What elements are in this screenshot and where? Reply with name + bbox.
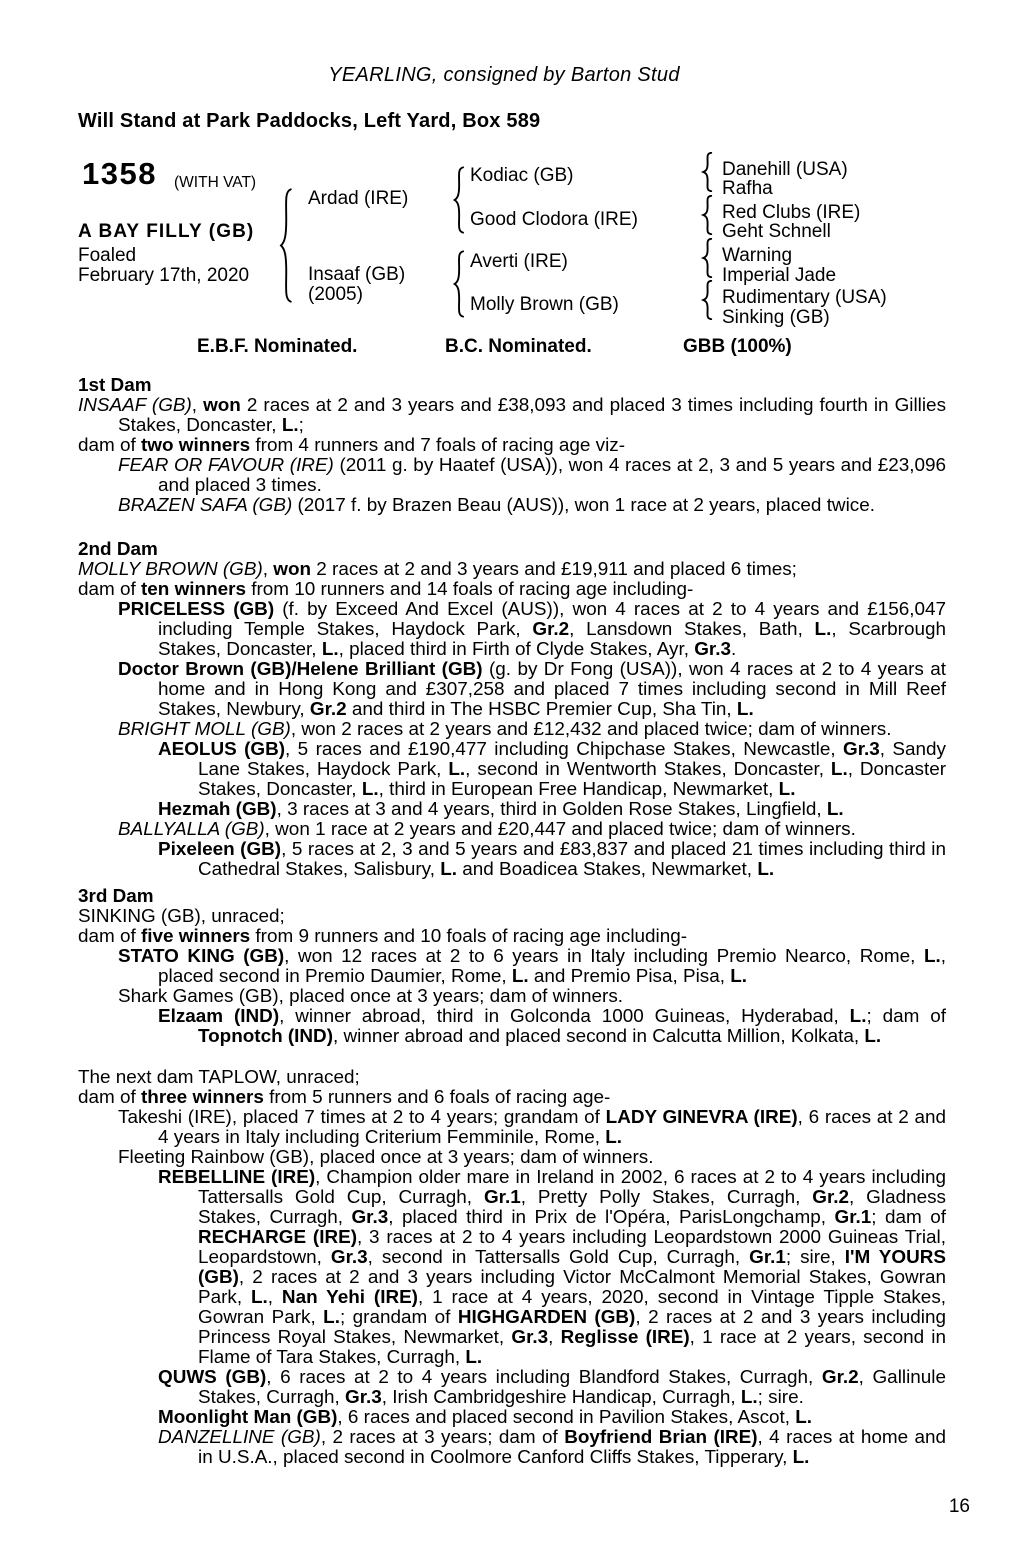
text-segment: ; xyxy=(298,415,304,436)
text-segment: , winner abroad, third in Golconda 1000 Guineas, Hyderabad, xyxy=(279,1006,850,1027)
text-segment: LADY GINEVRA (IRE) xyxy=(605,1107,798,1128)
catalog-paragraph xyxy=(78,1408,946,1428)
text-segment: and Premio Pisa, Pisa, xyxy=(528,966,731,987)
text-segment: , Gallinule Stakes, Curragh, xyxy=(198,1367,946,1408)
pedigree-section xyxy=(78,540,946,880)
text-segment: L. xyxy=(361,779,379,800)
text-segment: , third in European Free Handicap, Newmarket, xyxy=(378,779,779,800)
catalog-paragraph xyxy=(78,580,946,600)
text-segment: , 1 race at 2 years, second in Flame of Tara Stakes, Curragh, xyxy=(198,1327,947,1368)
brace-icon xyxy=(278,187,293,304)
text-segment: Boyfriend Brian (IRE) xyxy=(564,1427,758,1448)
text-segment: L. xyxy=(321,639,339,660)
text-segment: L. xyxy=(795,1407,813,1428)
text-segment: ten winners xyxy=(141,579,246,600)
text-segment: L. xyxy=(849,1006,867,1027)
text-segment: L. xyxy=(826,799,844,820)
text-segment: PRICELESS (GB) xyxy=(118,599,275,620)
text-segment: , xyxy=(267,1287,282,1308)
text-segment: SINKING (GB), unraced; xyxy=(78,906,285,927)
text-segment: FEAR OR FAVOUR (IRE) xyxy=(118,455,334,476)
catalog-paragraph xyxy=(78,1428,946,1468)
text-segment: BRAZEN SAFA (GB) xyxy=(118,495,293,516)
text-segment: , Gladness Stakes, Curragh, xyxy=(198,1187,946,1228)
text-segment: , 6 races at 2 and 4 years in Italy including Criterium Femminile, Rome, xyxy=(158,1107,946,1148)
pedigree-section xyxy=(78,887,946,1047)
brace-icon xyxy=(701,152,713,192)
text-segment: Gr.2 xyxy=(532,619,570,640)
text-segment: , Sandy Lane Stakes, Haydock Park, xyxy=(198,739,946,780)
text-segment: L. xyxy=(757,859,775,880)
text-segment: L. xyxy=(792,1447,810,1468)
catalog-paragraph xyxy=(78,820,946,840)
text-segment: , placed second in Premio Daumier, Rome, xyxy=(158,946,946,987)
text-segment: ; sire, xyxy=(785,1247,845,1268)
text-segment: ; dam of xyxy=(871,1207,947,1228)
text-segment: Gr.1 xyxy=(483,1187,521,1208)
section-heading: 1st Dam xyxy=(78,375,152,396)
text-segment: Topnotch (IND) xyxy=(198,1026,333,1047)
text-segment: Gr.3 xyxy=(511,1327,549,1348)
text-segment: , Pretty Polly Stakes, Curragh, xyxy=(520,1187,813,1208)
text-segment: , Lansdown Stakes, Bath, xyxy=(569,619,815,640)
catalog-paragraph xyxy=(78,927,946,947)
text-segment: , xyxy=(548,1327,561,1348)
text-segment: Nan Yehi (IRE) xyxy=(281,1287,418,1308)
text-segment: AEOLUS (GB) xyxy=(158,739,286,760)
text-segment: , won 1 race at 2 years and £20,447 and placed twice; dam of winners. xyxy=(264,819,856,840)
text-segment: two winners xyxy=(141,435,251,456)
catalog-paragraph xyxy=(78,800,946,820)
pedigree-gen3-name: Red Clubs (IRE) xyxy=(722,202,861,223)
text-segment: and third in The HSBC Premier Cup, Sha Tin, xyxy=(346,699,737,720)
text-segment: Reglisse (IRE) xyxy=(560,1327,690,1348)
stand-location: Will Stand at Park Paddocks, Left Yard, Box 589 xyxy=(78,110,541,132)
pedigree-gen3-name: Rafha xyxy=(722,178,773,199)
section-heading: 3rd Dam xyxy=(78,886,154,907)
bc-nomination: B.C. Nominated. xyxy=(445,336,592,357)
text-segment: , Doncaster Stakes, Doncaster, xyxy=(198,759,947,800)
text-segment: L. xyxy=(448,759,466,780)
text-segment: three winners xyxy=(141,1087,264,1108)
text-segment: dam of xyxy=(78,435,141,456)
text-segment: L. xyxy=(864,1026,882,1047)
text-segment: Shark Games (GB), placed once at 3 years; dam of winners. xyxy=(118,986,624,1007)
text-segment: L. xyxy=(605,1127,623,1148)
text-segment: Gr.3 xyxy=(330,1247,368,1268)
text-segment: Hezmah (GB) xyxy=(158,799,277,820)
text-segment: BRIGHT MOLL (GB) xyxy=(118,719,291,740)
text-segment: , 4 races at home and in U.S.A., placed second in Coolmore Canford Cliffs Stakes, Tipperary, xyxy=(198,1427,946,1468)
text-segment: from 4 runners and 7 foals of racing age viz- xyxy=(250,435,626,456)
pedigree-dam: Insaaf (GB) xyxy=(308,264,406,285)
text-segment: , Irish Cambridgeshire Handicap, Curragh, xyxy=(381,1387,741,1408)
text-segment: won xyxy=(203,395,241,416)
text-segment: Gr.1 xyxy=(749,1247,786,1268)
text-segment: , second in Tattersalls Gold Cup, Curragh, xyxy=(367,1247,750,1268)
text-segment: 2 races at 2 and 3 years and £19,911 and placed 6 times; xyxy=(311,559,797,580)
text-segment: L. xyxy=(281,415,299,436)
text-segment: QUWS (GB) xyxy=(158,1367,267,1388)
pedigree-section xyxy=(78,376,946,516)
text-segment: MOLLY BROWN (GB) xyxy=(78,559,263,580)
text-segment: (2011 g. by Haatef (USA)), won 4 races at 2, 3 and 5 years and £23,096 and placed 3 times. xyxy=(158,455,947,496)
text-segment: L. xyxy=(923,946,941,967)
text-segment: RECHARGE (IRE) xyxy=(198,1227,357,1248)
text-segment: L. xyxy=(440,859,457,880)
text-segment: from 9 runners and 10 foals of racing age including- xyxy=(250,926,688,947)
pedigree-section xyxy=(78,1068,946,1468)
text-segment: dam of xyxy=(78,579,141,600)
text-segment: Gr.2 xyxy=(309,699,347,720)
brace-icon xyxy=(701,195,713,235)
text-segment: , won 12 races at 2 to 6 years in Italy including Premio Nearco, Rome, xyxy=(284,946,924,967)
text-segment: 2 races at 2 and 3 years and £38,093 and placed 3 times including fourth in Gillies Stakes, Doncaster, xyxy=(118,395,947,436)
text-segment: L. xyxy=(730,966,748,987)
text-segment: , won 2 races at 2 years and £12,432 and placed twice; dam of winners. xyxy=(290,719,892,740)
text-segment: and Boadicea Stakes, Newmarket, xyxy=(457,859,758,880)
brace-icon xyxy=(701,238,713,278)
text-segment: , placed third in Prix de l'Opéra, ParisLongchamp, xyxy=(388,1207,835,1228)
catalog-paragraph xyxy=(78,1068,946,1088)
text-segment: , 6 races at 2 to 4 years including Blandford Stakes, Curragh, xyxy=(266,1367,822,1388)
text-segment: Doctor Brown (GB)/Helene Brilliant (GB) xyxy=(118,659,483,680)
text-segment: The next dam TAPLOW, unraced; xyxy=(78,1067,360,1088)
page-title: YEARLING, consigned by Barton Stud xyxy=(328,64,680,86)
catalog-paragraph xyxy=(78,560,946,580)
text-segment: Elzaam (IND) xyxy=(158,1006,280,1027)
text-segment: Gr.2 xyxy=(821,1367,859,1388)
foaled-label: Foaled xyxy=(78,245,137,266)
text-segment: five winners xyxy=(141,926,251,947)
text-segment: L. xyxy=(830,759,848,780)
text-segment: L. xyxy=(465,1347,483,1368)
text-segment: Gr.3 xyxy=(351,1207,389,1228)
catalog-paragraph xyxy=(78,456,946,496)
catalog-paragraph xyxy=(78,840,946,880)
text-segment: BALLYALLA (GB) xyxy=(118,819,265,840)
pedigree-gen3-name: Rudimentary (USA) xyxy=(722,287,887,308)
pedigree-gen3-name: Geht Schnell xyxy=(722,221,831,242)
text-segment: , xyxy=(262,559,274,580)
text-segment: Gr.2 xyxy=(812,1187,850,1208)
gbb-nomination: GBB (100%) xyxy=(683,336,792,357)
catalog-paragraph xyxy=(78,1108,946,1148)
text-segment: , 2 races at 2 and 3 years including Princess Royal Stakes, Newmarket, xyxy=(198,1307,947,1348)
pedigree-sire: Ardad (IRE) xyxy=(308,188,409,209)
text-segment: STATO KING (GB) xyxy=(118,946,285,967)
catalog-paragraph xyxy=(78,1088,946,1108)
pedigree-gen3-name: Sinking (GB) xyxy=(722,307,830,328)
pedigree-gen3-name: Warning xyxy=(722,245,793,266)
catalog-paragraph xyxy=(78,600,946,660)
text-segment: Moonlight Man (GB) xyxy=(158,1407,338,1428)
text-segment: dam of xyxy=(78,1087,141,1108)
catalog-paragraph xyxy=(78,496,946,516)
catalog-paragraph xyxy=(78,987,946,1007)
foaled-date: February 17th, 2020 xyxy=(78,265,250,286)
text-segment: , winner abroad and placed second in Calcutta Million, Kolkata, xyxy=(333,1026,865,1047)
text-segment: . xyxy=(730,639,737,660)
text-segment: INSAAF (GB) xyxy=(78,395,192,416)
text-segment: L. xyxy=(740,1387,758,1408)
text-segment: , Champion older mare in Ireland in 2002, 6 races at 2 to 4 years including Tattersalls Gold Cup, Curragh, xyxy=(198,1167,947,1208)
text-segment: , second in Wentworth Stakes, Doncaster, xyxy=(465,759,831,780)
text-segment: , xyxy=(191,395,204,416)
lot-number: 1358 xyxy=(82,156,157,191)
catalog-paragraph xyxy=(78,1007,946,1047)
catalog-paragraph xyxy=(78,436,946,456)
text-segment: ; grandam of xyxy=(339,1307,458,1328)
vat-note: (WITH VAT) xyxy=(174,174,257,191)
text-segment: L. xyxy=(511,966,529,987)
text-segment: Takeshi (IRE), placed 7 times at 2 to 4 years; grandam of xyxy=(118,1107,606,1128)
text-segment: , 3 races at 2 to 4 years including Leopardstown 2000 Guineas Trial, Leopardstown, xyxy=(198,1227,946,1268)
text-segment: won xyxy=(273,559,312,580)
brace-icon xyxy=(701,280,713,320)
text-segment: Gr.3 xyxy=(843,739,880,760)
catalog-paragraph xyxy=(78,947,946,987)
pedigree-gen3-name: Danehill (USA) xyxy=(722,159,848,180)
text-segment: Fleeting Rainbow (GB), placed once at 3 years; dam of winners. xyxy=(118,1147,654,1168)
catalog-paragraph xyxy=(78,396,946,436)
text-segment: from 5 runners and 6 foals of racing age- xyxy=(263,1087,611,1108)
text-segment: L. xyxy=(323,1307,340,1328)
text-segment: L. xyxy=(778,779,796,800)
catalog-paragraph xyxy=(78,1168,946,1368)
text-segment: Pixeleen (GB) xyxy=(158,839,282,860)
text-segment: (f. by Exceed And Excel (AUS)), won 4 races at 2 to 4 years and £156,047 including Temple Stakes, Haydock Park, xyxy=(158,599,946,640)
section-heading: 2nd Dam xyxy=(78,539,158,560)
text-segment: , 5 races and £190,477 including Chipchase Stakes, Newcastle, xyxy=(285,739,844,760)
catalog-paragraph xyxy=(78,1368,946,1408)
catalog-paragraph xyxy=(78,740,946,800)
page-number: 16 xyxy=(948,1496,970,1517)
text-segment: , placed third in Firth of Clyde Stakes, Ayr, xyxy=(338,639,695,660)
pedigree-dam-dam: Molly Brown (GB) xyxy=(470,294,619,315)
text-segment: , Scarbrough Stakes, Doncaster, xyxy=(158,619,946,660)
text-segment: from 10 runners and 14 foals of racing age including- xyxy=(245,579,694,600)
text-segment: DANZELLINE (GB) xyxy=(158,1427,321,1448)
text-segment: , 6 races and placed second in Pavilion Stakes, Ascot, xyxy=(337,1407,796,1428)
text-segment: HIGHGARDEN (GB) xyxy=(457,1307,636,1328)
pedigree-sire-dam: Good Clodora (IRE) xyxy=(470,209,638,230)
text-segment: , 1 race at 4 years, 2020, second in Vintage Tipple Stakes, Gowran Park, xyxy=(198,1287,947,1328)
text-segment: L. xyxy=(250,1287,268,1308)
catalog-paragraph xyxy=(78,1148,946,1168)
text-segment: Gr.3 xyxy=(345,1387,382,1408)
brace-icon xyxy=(452,166,465,234)
text-segment: L. xyxy=(736,699,754,720)
brace-icon xyxy=(452,250,465,318)
text-segment: Gr.3 xyxy=(694,639,731,660)
text-segment: dam of xyxy=(78,926,141,947)
pedigree-sire-sire: Kodiac (GB) xyxy=(470,165,574,186)
text-segment: REBELLINE (IRE) xyxy=(158,1167,316,1188)
ebf-nomination: E.B.F. Nominated. xyxy=(197,336,358,357)
text-segment: , 5 races at 2, 3 and 5 years and £83,837 and placed 21 times including third in Cathedral Stakes, Salisbury, xyxy=(198,839,947,880)
horse-name: A BAY FILLY (GB) xyxy=(78,221,255,242)
text-segment: ; dam of xyxy=(866,1006,946,1027)
text-segment: ; sire. xyxy=(757,1387,804,1408)
catalog-paragraph xyxy=(78,720,946,740)
text-segment: (2017 f. by Brazen Beau (AUS)), won 1 race at 2 years, placed twice. xyxy=(292,495,875,516)
text-segment: (g. by Dr Fong (USA)), won 4 races at 2 to 4 years at home and in Hong Kong and £307,258 and placed 7 times including second in Mill Reef Stakes, Newbury, xyxy=(158,659,946,720)
text-segment: , 3 races at 3 and 4 years, third in Golden Rose Stakes, Lingfield, xyxy=(276,799,827,820)
pedigree-dam-year: (2005) xyxy=(308,284,363,305)
text-segment: , 2 races at 3 years; dam of xyxy=(320,1427,565,1448)
text-segment: L. xyxy=(814,619,832,640)
text-segment: , 2 races at 2 and 3 years including Victor McCalmont Memorial Stakes, Gowran Park, xyxy=(198,1267,946,1308)
text-segment: Gr.1 xyxy=(834,1207,872,1228)
text-segment: I'M YOURS (GB) xyxy=(198,1247,946,1288)
pedigree-gen3-name: Imperial Jade xyxy=(722,265,837,286)
catalog-paragraph xyxy=(78,907,946,927)
pedigree-dam-sire: Averti (IRE) xyxy=(470,251,568,272)
catalog-paragraph xyxy=(78,660,946,720)
